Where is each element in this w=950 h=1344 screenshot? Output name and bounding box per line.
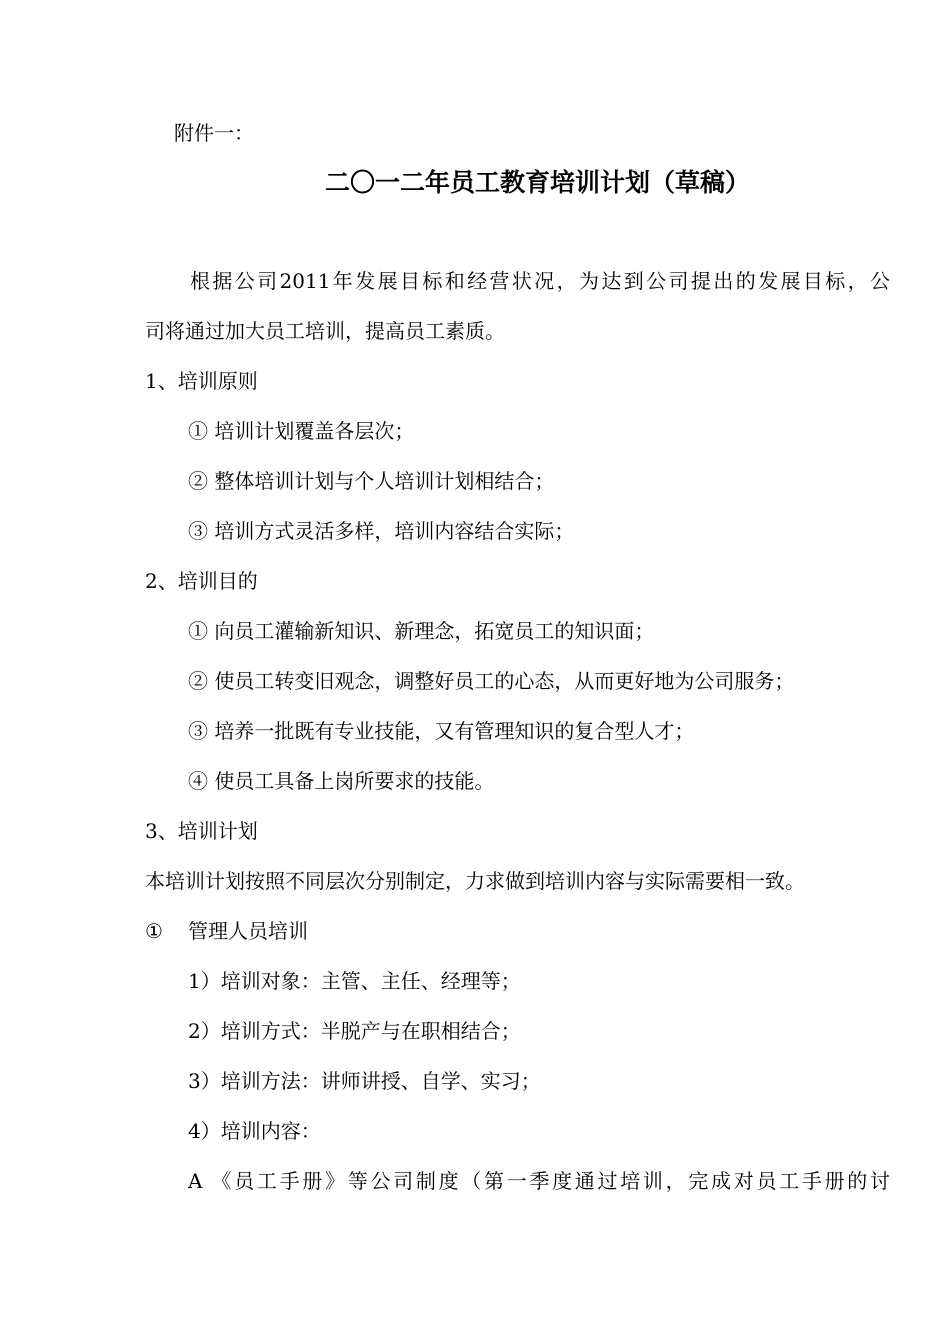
objective-item: ① 向员工灌输新知识、新理念，拓宽员工的知识面；: [188, 619, 655, 643]
plan-description: 本培训计划按照不同层次分别制定，力求做到培训内容与实际需要相一致。: [145, 869, 805, 893]
principle-item: ② 整体培训计划与个人培训计划相结合；: [188, 469, 555, 493]
objective-item: ④ 使员工具备上岗所要求的技能。: [188, 769, 495, 793]
sub-section-marker: ①: [145, 919, 163, 943]
management-training-item: 3）培训方法：讲师讲授、自学、实习；: [188, 1069, 541, 1093]
principle-item: ① 培训计划覆盖各层次；: [188, 419, 415, 443]
management-training-item: 2）培训方式：半脱产与在职相结合；: [188, 1019, 521, 1043]
document-title: 二〇一二年员工教育培训计划（草稿）: [324, 168, 750, 197]
objective-item: ② 使员工转变旧观念，调整好员工的心态，从而更好地为公司服务；: [188, 669, 795, 693]
annex-label: 附件一：: [174, 121, 254, 145]
management-training-item: 4）培训内容：: [188, 1119, 321, 1143]
principle-item: ③ 培训方式灵活多样，培训内容结合实际；: [188, 519, 575, 543]
section-heading-objectives: 2、培训目的: [145, 569, 258, 593]
section-heading-principles: 1、培训原则: [145, 369, 258, 393]
management-training-item: 1）培训对象：主管、主任、经理等；: [188, 969, 521, 993]
training-content-a: A 《员工手册》等公司制度（第一季度通过培训，完成对员工手册的讨: [188, 1169, 890, 1193]
sub-section-heading: 管理人员培训: [188, 919, 308, 943]
section-heading-plan: 3、培训计划: [145, 819, 258, 843]
intro-line-2: 司将通过加大员工培训，提高员工素质。: [145, 319, 505, 343]
objective-item: ③ 培养一批既有专业技能，又有管理知识的复合型人才；: [188, 719, 695, 743]
intro-line-1: 根据公司2011年发展目标和经营状况，为达到公司提出的发展目标，公: [190, 269, 890, 293]
